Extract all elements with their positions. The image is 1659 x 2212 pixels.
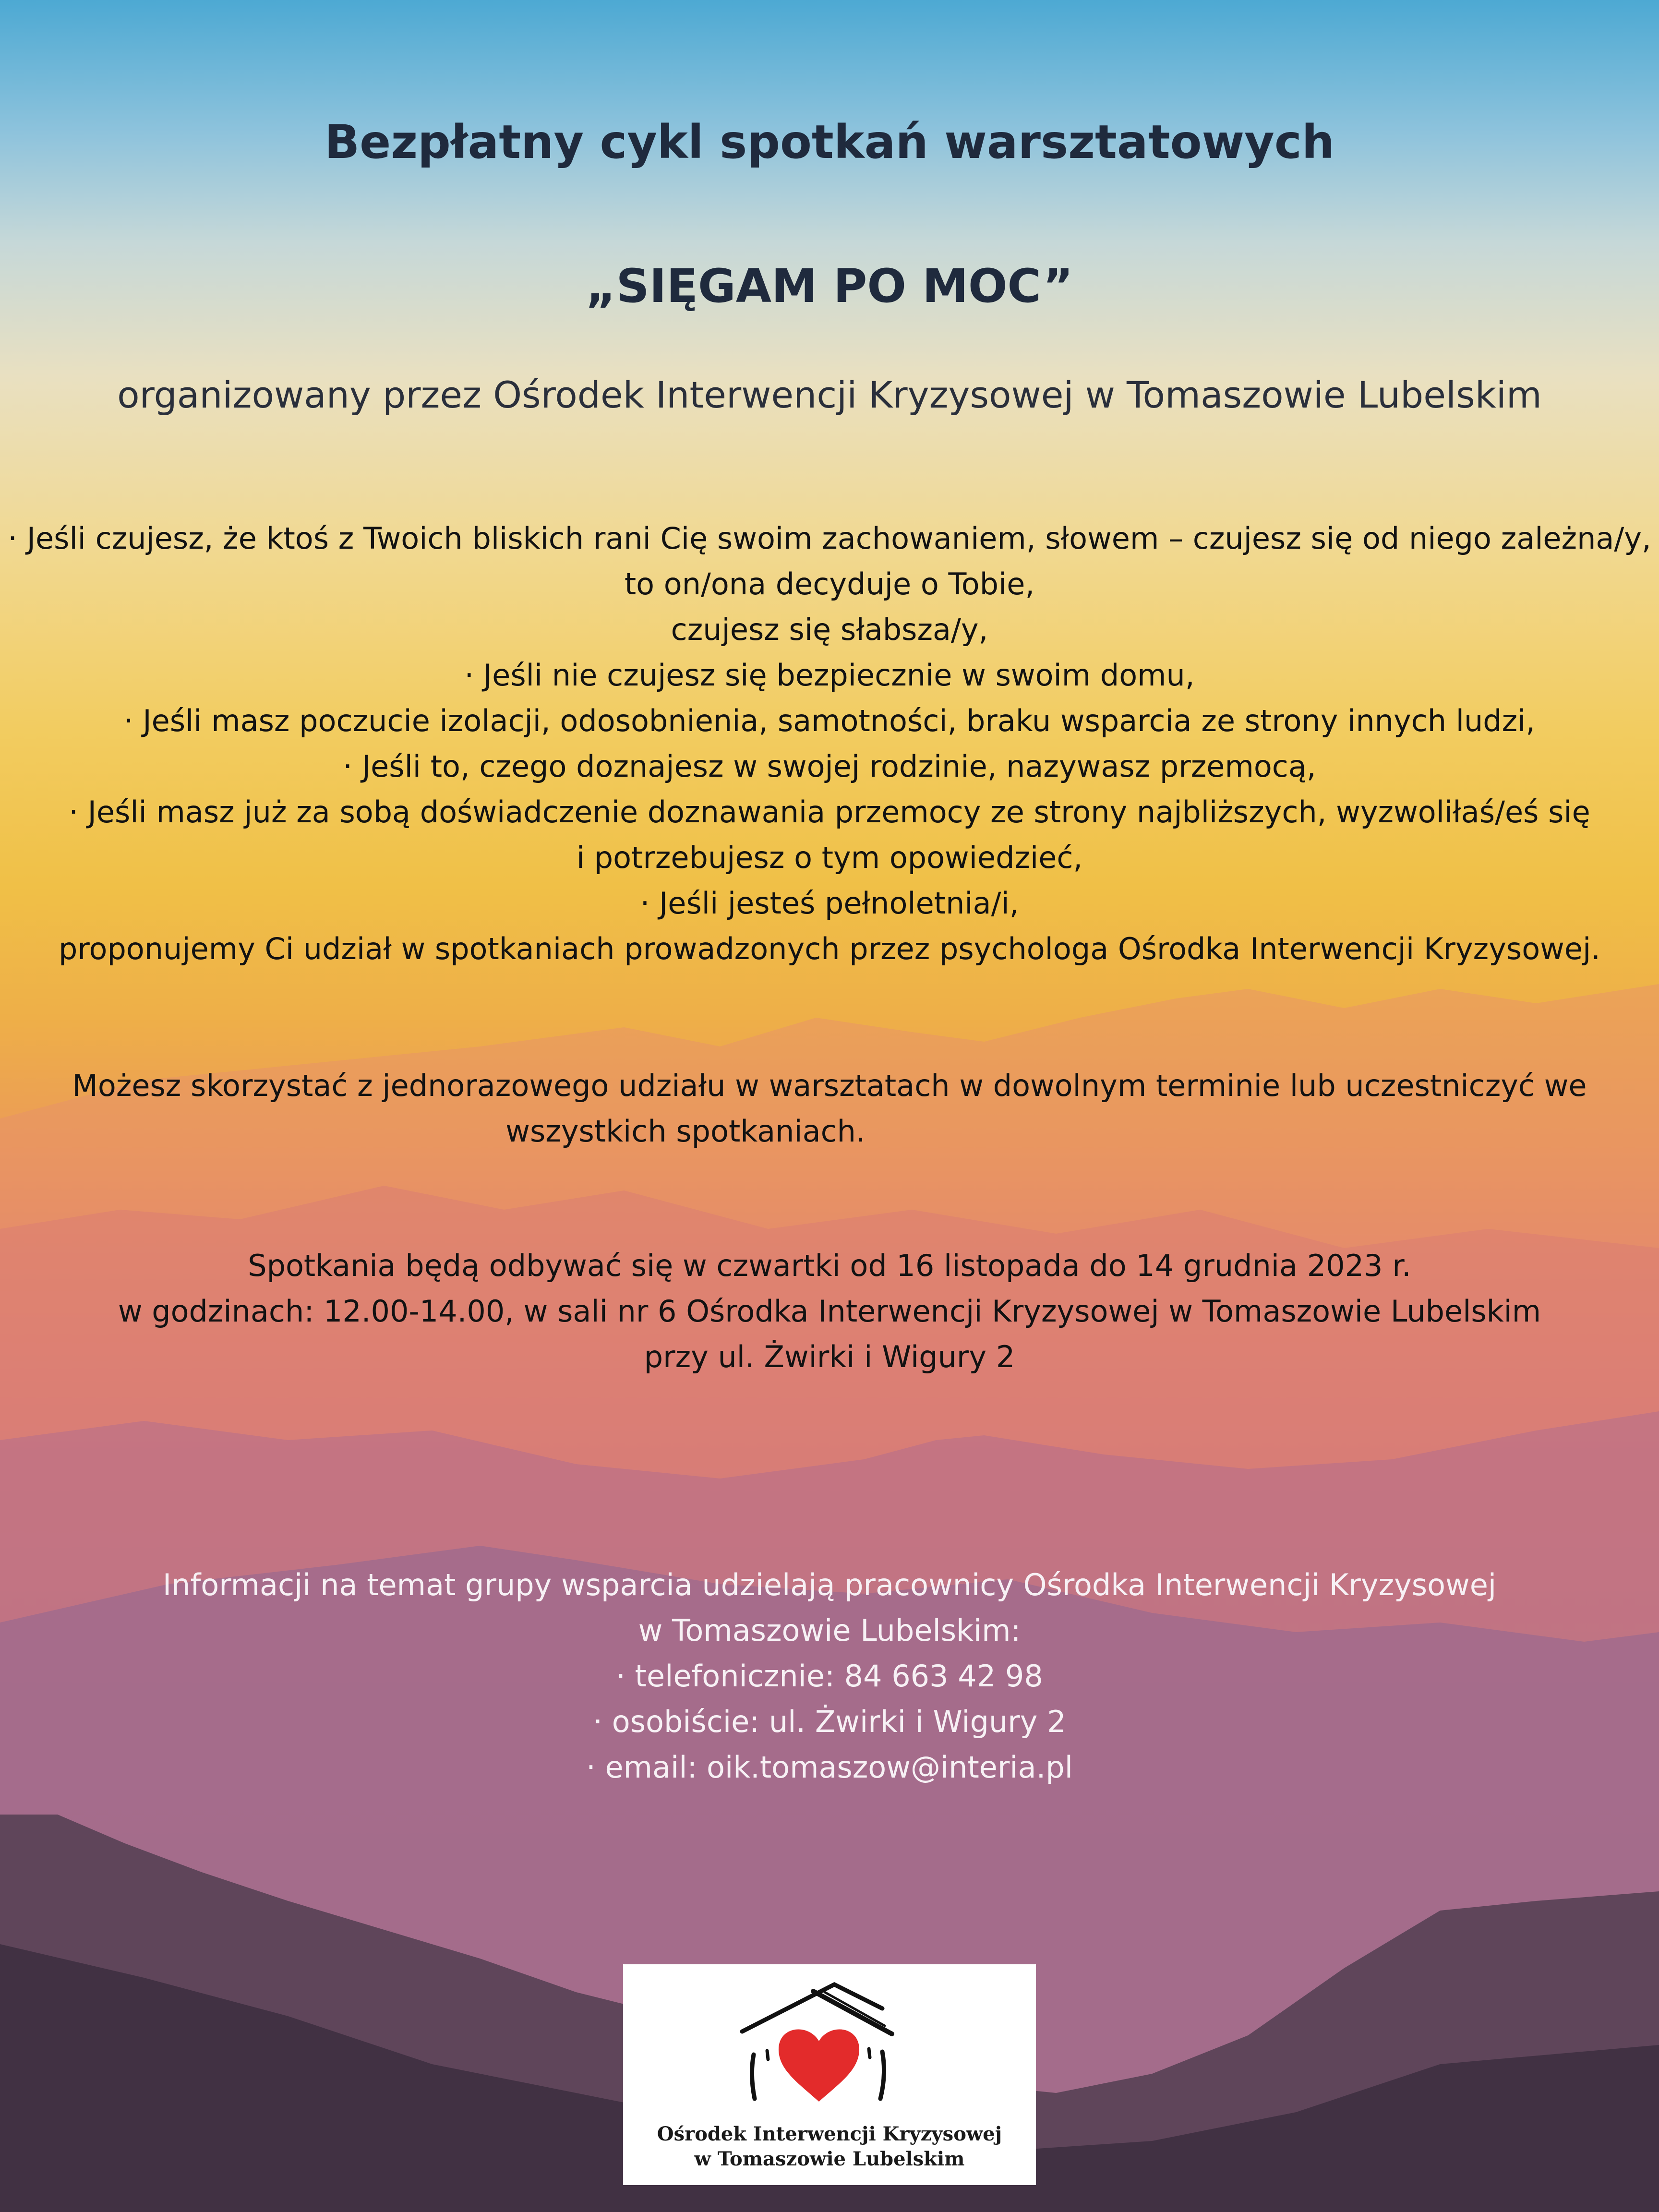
house-heart-icon (623, 1964, 1036, 2108)
logo-text-line1: Ośrodek Interwencji Kryzysowej (657, 2123, 1002, 2145)
condition-line: proponujemy Ci udział w spotkaniach prowadzonych przez psychologa Ośrodka Interwencji Kryzysowej. (59, 931, 1600, 966)
contact-line: w Tomaszowie Lubelskim: (638, 1613, 1021, 1648)
condition-line: · Jeśli to, czego doznajesz w swojej rodzinie, nazywasz przemocą, (343, 749, 1316, 784)
contact-line: Informacji na temat grupy wsparcia udzielają pracownicy Ośrodka Interwencji Kryzysowej (162, 1567, 1497, 1602)
condition-line: czujesz się słabsza/y, (671, 612, 988, 647)
condition-line: · Jeśli czujesz, że ktoś z Twoich bliskich rani Cię swoim zachowaniem, słowem – czujesz się od niego zależna/y, (8, 521, 1651, 556)
schedule-line: przy ul. Żwirki i Wigury 2 (644, 1339, 1015, 1374)
condition-line: i potrzebujesz o tym opowiedzieć, (576, 840, 1083, 875)
contact-email: · email: oik.tomaszow@interia.pl (586, 1750, 1073, 1785)
participation-line: Możesz skorzystać z jednorazowego udziału w warsztatach w dowolnym terminie lub uczestniczyć we (72, 1068, 1587, 1103)
condition-line: · Jeśli jesteś pełnoletnia/i, (640, 886, 1019, 921)
condition-line: to on/ona decyduje o Tobie, (624, 566, 1035, 601)
workshop-title: „SIĘGAM PO MOC” (586, 259, 1073, 313)
heading-free-workshops: Bezpłatny cykl spotkań warsztatowych (324, 115, 1335, 169)
contact-phone: · telefonicznie: 84 663 42 98 (616, 1659, 1043, 1694)
condition-line: · Jeśli masz już za sobą doświadczenie doznawania przemocy ze strony najbliższych, wyzwoliłaś/eś się (69, 794, 1590, 830)
schedule-line: Spotkania będą odbywać się w czwartki od 16 listopada do 14 grudnia 2023 r. (248, 1248, 1411, 1283)
participation-line: wszystkich spotkaniach. (505, 1114, 866, 1149)
organizer-line: organizowany przez Ośrodek Interwencji Kryzysowej w Tomaszowie Lubelskim (117, 373, 1542, 416)
logo-text-line2: w Tomaszowie Lubelskim (694, 2148, 965, 2170)
organization-logo (623, 1964, 1036, 2185)
contact-address: · osobiście: ul. Żwirki i Wigury 2 (593, 1704, 1066, 1739)
condition-line: · Jeśli nie czujesz się bezpiecznie w swoim domu, (464, 658, 1195, 693)
schedule-line: w godzinach: 12.00-14.00, w sali nr 6 Ośrodka Interwencji Kryzysowej w Tomaszowie Lubelskim (118, 1294, 1541, 1329)
condition-line: · Jeśli masz poczucie izolacji, odosobnienia, samotności, braku wsparcia ze strony innych ludzi, (123, 703, 1536, 738)
